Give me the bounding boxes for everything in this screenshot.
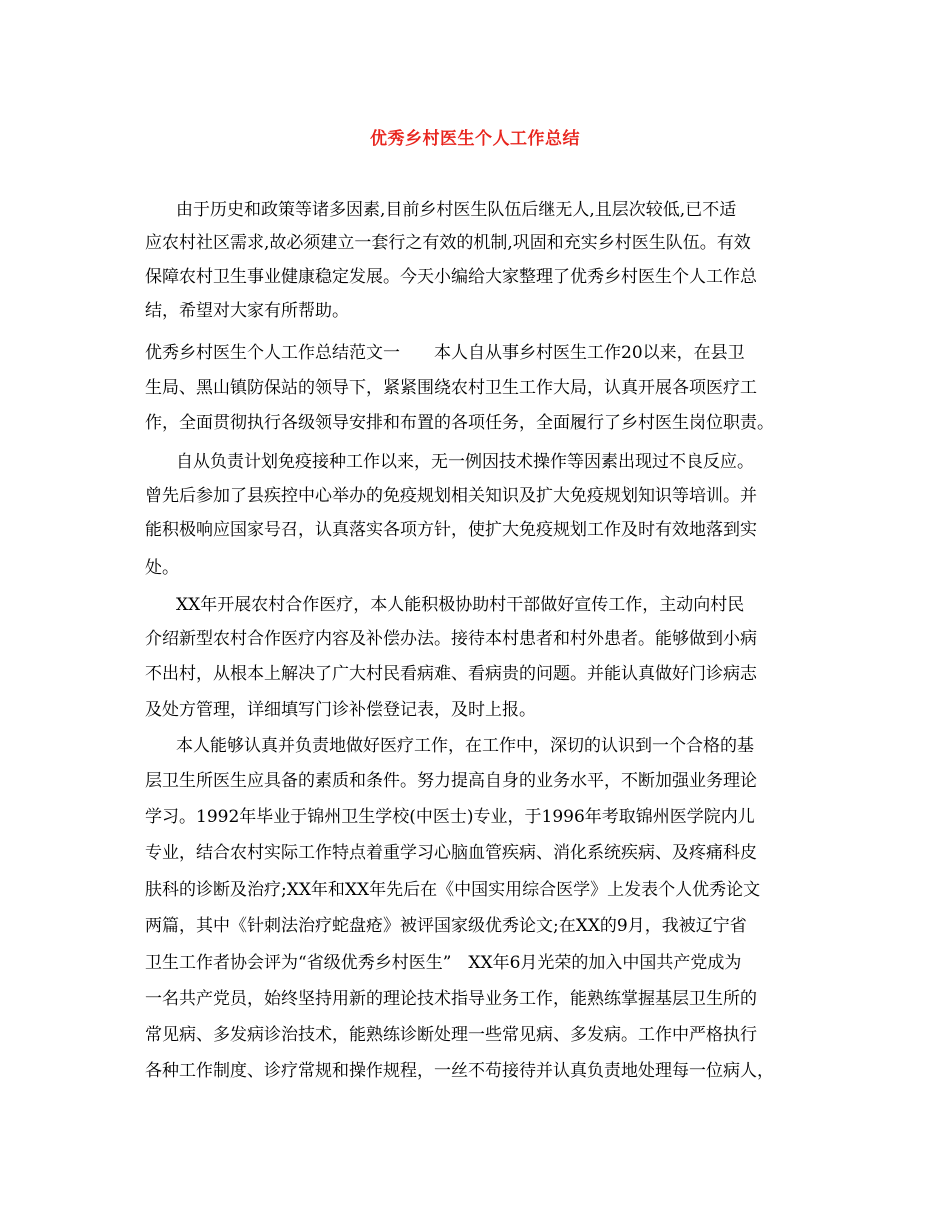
paragraph-line: 作，全面贯彻执行各级领导安排和布置的各项任务，全面履行了乡村医生岗位职责。 — [145, 413, 774, 433]
paragraph-line: 保障农村卫生事业健康稳定发展。今天小编给大家整理了优秀乡村医生个人工作总 — [145, 267, 757, 287]
document-title: 优秀乡村医生个人工作总结 — [370, 129, 580, 149]
paragraph-line: 优秀乡村医生个人工作总结范文一 本人自从事乡村医生工作20以来，在县卫 — [145, 343, 745, 363]
paragraph-line: 肤科的诊断及治疗;XX年和XX年先后在《中国实用综合医学》上发表个人优秀论文 — [145, 880, 761, 900]
paragraph-line: 应农村社区需求,故必须建立一套行之有效的机制,巩固和充实乡村医生队伍。有效 — [145, 233, 751, 253]
paragraph-line: 专业，结合农村实际工作特点着重学习心脑血管疾病、消化系统疾病、及疼痛科皮 — [145, 843, 757, 863]
paragraph-line: 能积极响应国家号召，认真落实各项方针，使扩大免疫规划工作及时有效地落到实 — [145, 520, 757, 540]
paragraph-line: 本人能够认真并负责地做好医疗工作，在工作中，深切的认识到一个合格的基 — [176, 736, 754, 756]
paragraph-line: 层卫生所医生应具备的素质和条件。努力提高自身的业务水平，不断加强业务理论 — [145, 771, 757, 791]
paragraph-line: 生局、黑山镇防保站的领导下，紧紧围绕农村卫生工作大局，认真开展各项医疗工 — [145, 378, 757, 398]
paragraph-line: 及处方管理，详细填写门诊补偿登记表，及时上报。 — [145, 700, 536, 720]
paragraph-line: 由于历史和政策等诸多因素,目前乡村医生队伍后继无人,且层次较低,已不适 — [176, 200, 737, 220]
paragraph-line: XX年开展农村合作医疗，本人能积极协助村干部做好宣传工作，主动向村民 — [176, 595, 745, 615]
paragraph-line: 曾先后参加了县疾控中心举办的免疫规划相关知识及扩大免疫规划知识等培训。并 — [145, 486, 757, 506]
paragraph-line: 两篇，其中《针刺法治疗蛇盘疮》被评国家级优秀论文;在XX的9月，我被辽宁省 — [145, 916, 747, 936]
paragraph-line: 一名共产党员，始终坚持用新的理论技术指导业务工作，能熟练掌握基层卫生所的 — [145, 989, 757, 1009]
paragraph-line: 卫生工作者协会评为“省级优秀乡村医生” XX年6月光荣的加入中国共产党成为 — [145, 953, 742, 973]
paragraph-line: 介绍新型农村合作医疗内容及补偿办法。接待本村患者和村外患者。能够做到小病 — [145, 629, 757, 649]
paragraph-line: 各种工作制度、诊疗常规和操作规程，一丝不苟接待并认真负责地处理每一位病人， — [145, 1061, 774, 1081]
paragraph-line: 处。 — [145, 558, 179, 578]
paragraph-line: 不出村，从根本上解决了广大村民看病难、看病贵的问题。并能认真做好门诊病志 — [145, 664, 757, 684]
paragraph-line: 结，希望对大家有所帮助。 — [145, 301, 349, 321]
paragraph-line: 学习。1992年毕业于锦州卫生学校(中医士)专业，于1996年考取锦州医学院内儿 — [145, 807, 755, 827]
paragraph-line: 自从负责计划免疫接种工作以来，无一例因技术操作等因素出现过不良反应。 — [176, 452, 754, 472]
paragraph-line: 常见病、多发病诊治技术，能熟练诊断处理一些常见病、多发病。工作中严格执行 — [145, 1025, 757, 1045]
